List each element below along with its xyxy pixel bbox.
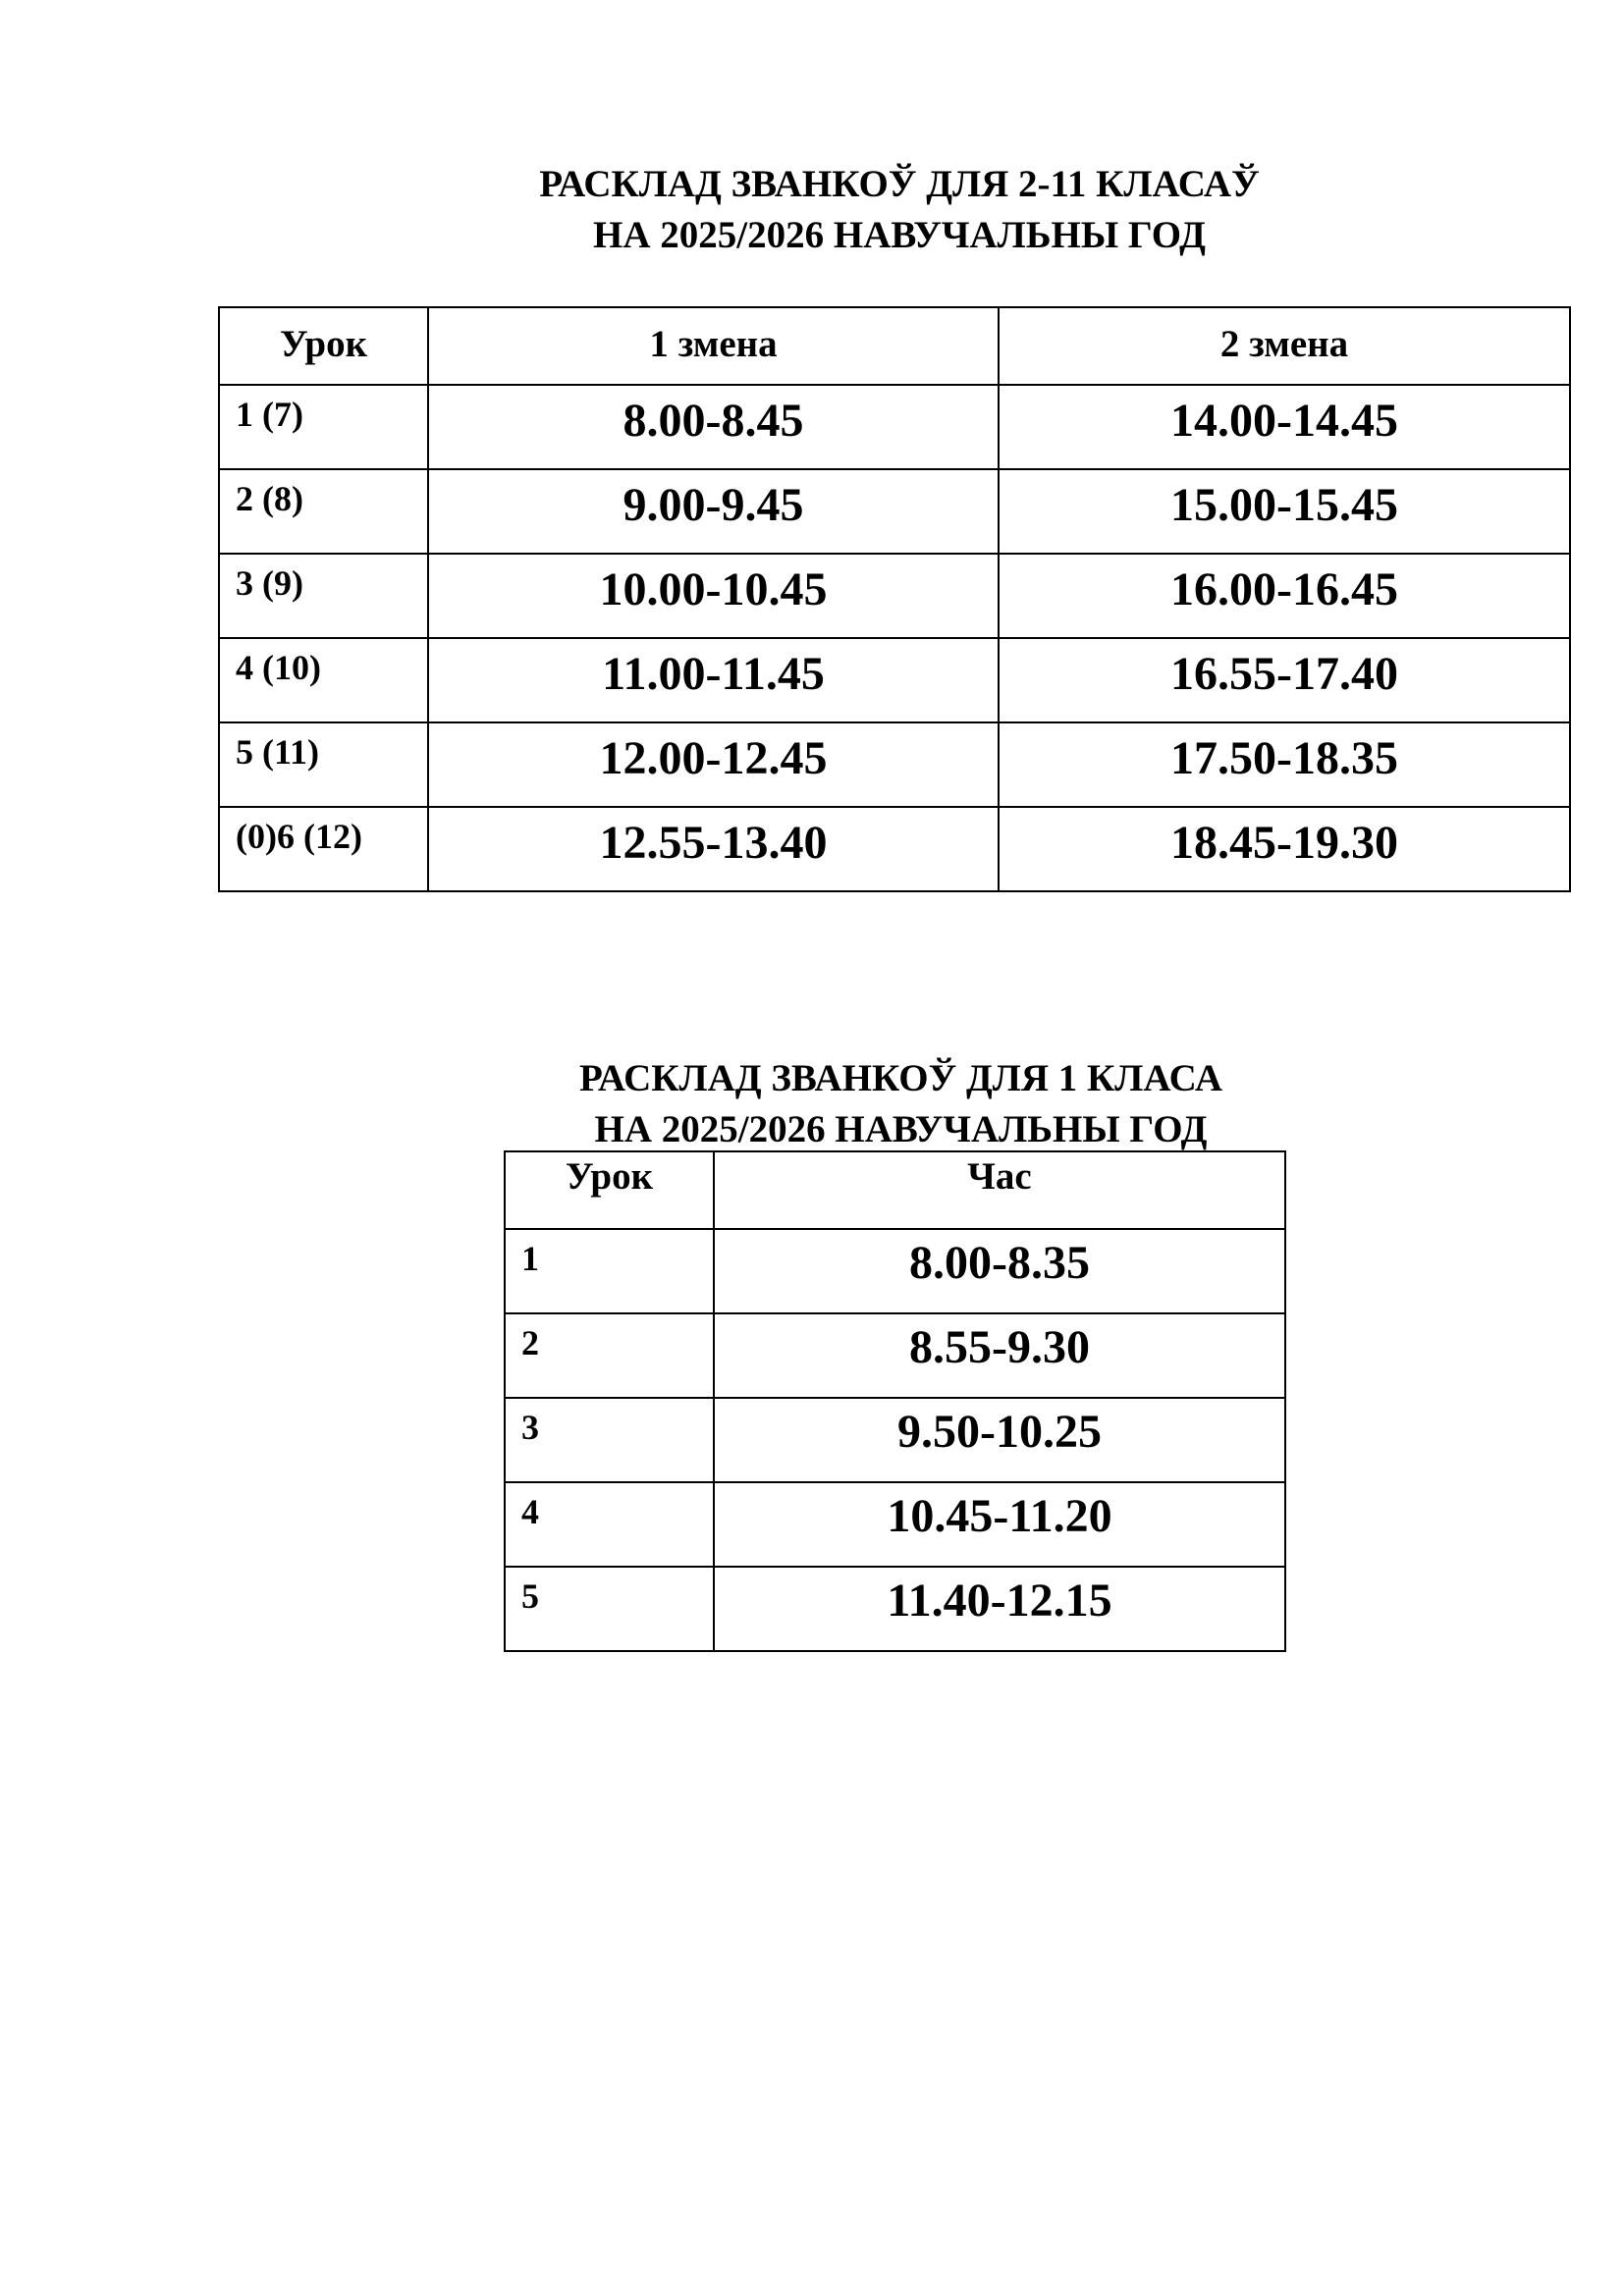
lesson-time: 11.40-12.15 [714, 1567, 1285, 1651]
shift-1-time: 11.00-11.45 [428, 638, 999, 722]
shift-1-time: 8.00-8.45 [428, 385, 999, 469]
shift-2-time: 17.50-18.35 [999, 722, 1570, 807]
lesson-time: 10.45-11.20 [714, 1482, 1285, 1567]
shift-2-time: 15.00-15.45 [999, 469, 1570, 554]
header-lesson: Урок [505, 1151, 714, 1229]
lesson-time: 9.50-10.25 [714, 1398, 1285, 1482]
table-row [219, 722, 1570, 807]
shift-2-time: 16.00-16.45 [999, 554, 1570, 638]
schedule-1-title-line2: НА 2025/2026 НАВУЧАЛЬНЫ ГОД [594, 1108, 1208, 1150]
shift-2-time: 14.00-14.45 [999, 385, 1570, 469]
header-shift-2: 2 змена [999, 307, 1570, 385]
table-header-row [219, 307, 1570, 385]
shift-1-time: 12.00-12.45 [428, 722, 999, 807]
table-row [505, 1567, 1285, 1651]
lesson-number: 3 [505, 1398, 714, 1482]
table-row [505, 1398, 1285, 1482]
lesson-number: 1 (7) [219, 385, 428, 469]
schedule-2-11-title-line1: РАСКЛАД ЗВАНКОЎ ДЛЯ 2-11 КЛАСАЎ [539, 163, 1260, 205]
schedule-2-11-title [196, 159, 1602, 261]
lesson-number: 3 (9) [219, 554, 428, 638]
header-shift-1: 1 змена [428, 307, 999, 385]
table-row [219, 554, 1570, 638]
lesson-time: 8.55-9.30 [714, 1313, 1285, 1398]
table-row [505, 1482, 1285, 1567]
shift-1-time: 10.00-10.45 [428, 554, 999, 638]
table-row [219, 638, 1570, 722]
table-row [219, 807, 1570, 891]
lesson-number: 5 (11) [219, 722, 428, 807]
lesson-number: 4 [505, 1482, 714, 1567]
schedule-1-title [245, 1053, 1556, 1155]
shift-1-time: 12.55-13.40 [428, 807, 999, 891]
table-row [219, 469, 1570, 554]
header-time: Час [714, 1151, 1285, 1229]
lesson-number: 2 [505, 1313, 714, 1398]
lesson-number: 2 (8) [219, 469, 428, 554]
schedule-2-11-table [218, 306, 1571, 892]
lesson-time: 8.00-8.35 [714, 1229, 1285, 1313]
shift-2-time: 16.55-17.40 [999, 638, 1570, 722]
table-header-row [505, 1151, 1285, 1229]
table-row [219, 385, 1570, 469]
schedule-2-11-title-line2: НА 2025/2026 НАВУЧАЛЬНЫ ГОД [593, 214, 1206, 256]
schedule-1-table [504, 1150, 1286, 1652]
schedule-1-title-line1: РАСКЛАД ЗВАНКОЎ ДЛЯ 1 КЛАСА [579, 1057, 1222, 1099]
lesson-number: 4 (10) [219, 638, 428, 722]
table-row [505, 1313, 1285, 1398]
shift-2-time: 18.45-19.30 [999, 807, 1570, 891]
shift-1-time: 9.00-9.45 [428, 469, 999, 554]
table-row [505, 1229, 1285, 1313]
lesson-number: 5 [505, 1567, 714, 1651]
lesson-number: (0)6 (12) [219, 807, 428, 891]
header-lesson: Урок [219, 307, 428, 385]
lesson-number: 1 [505, 1229, 714, 1313]
